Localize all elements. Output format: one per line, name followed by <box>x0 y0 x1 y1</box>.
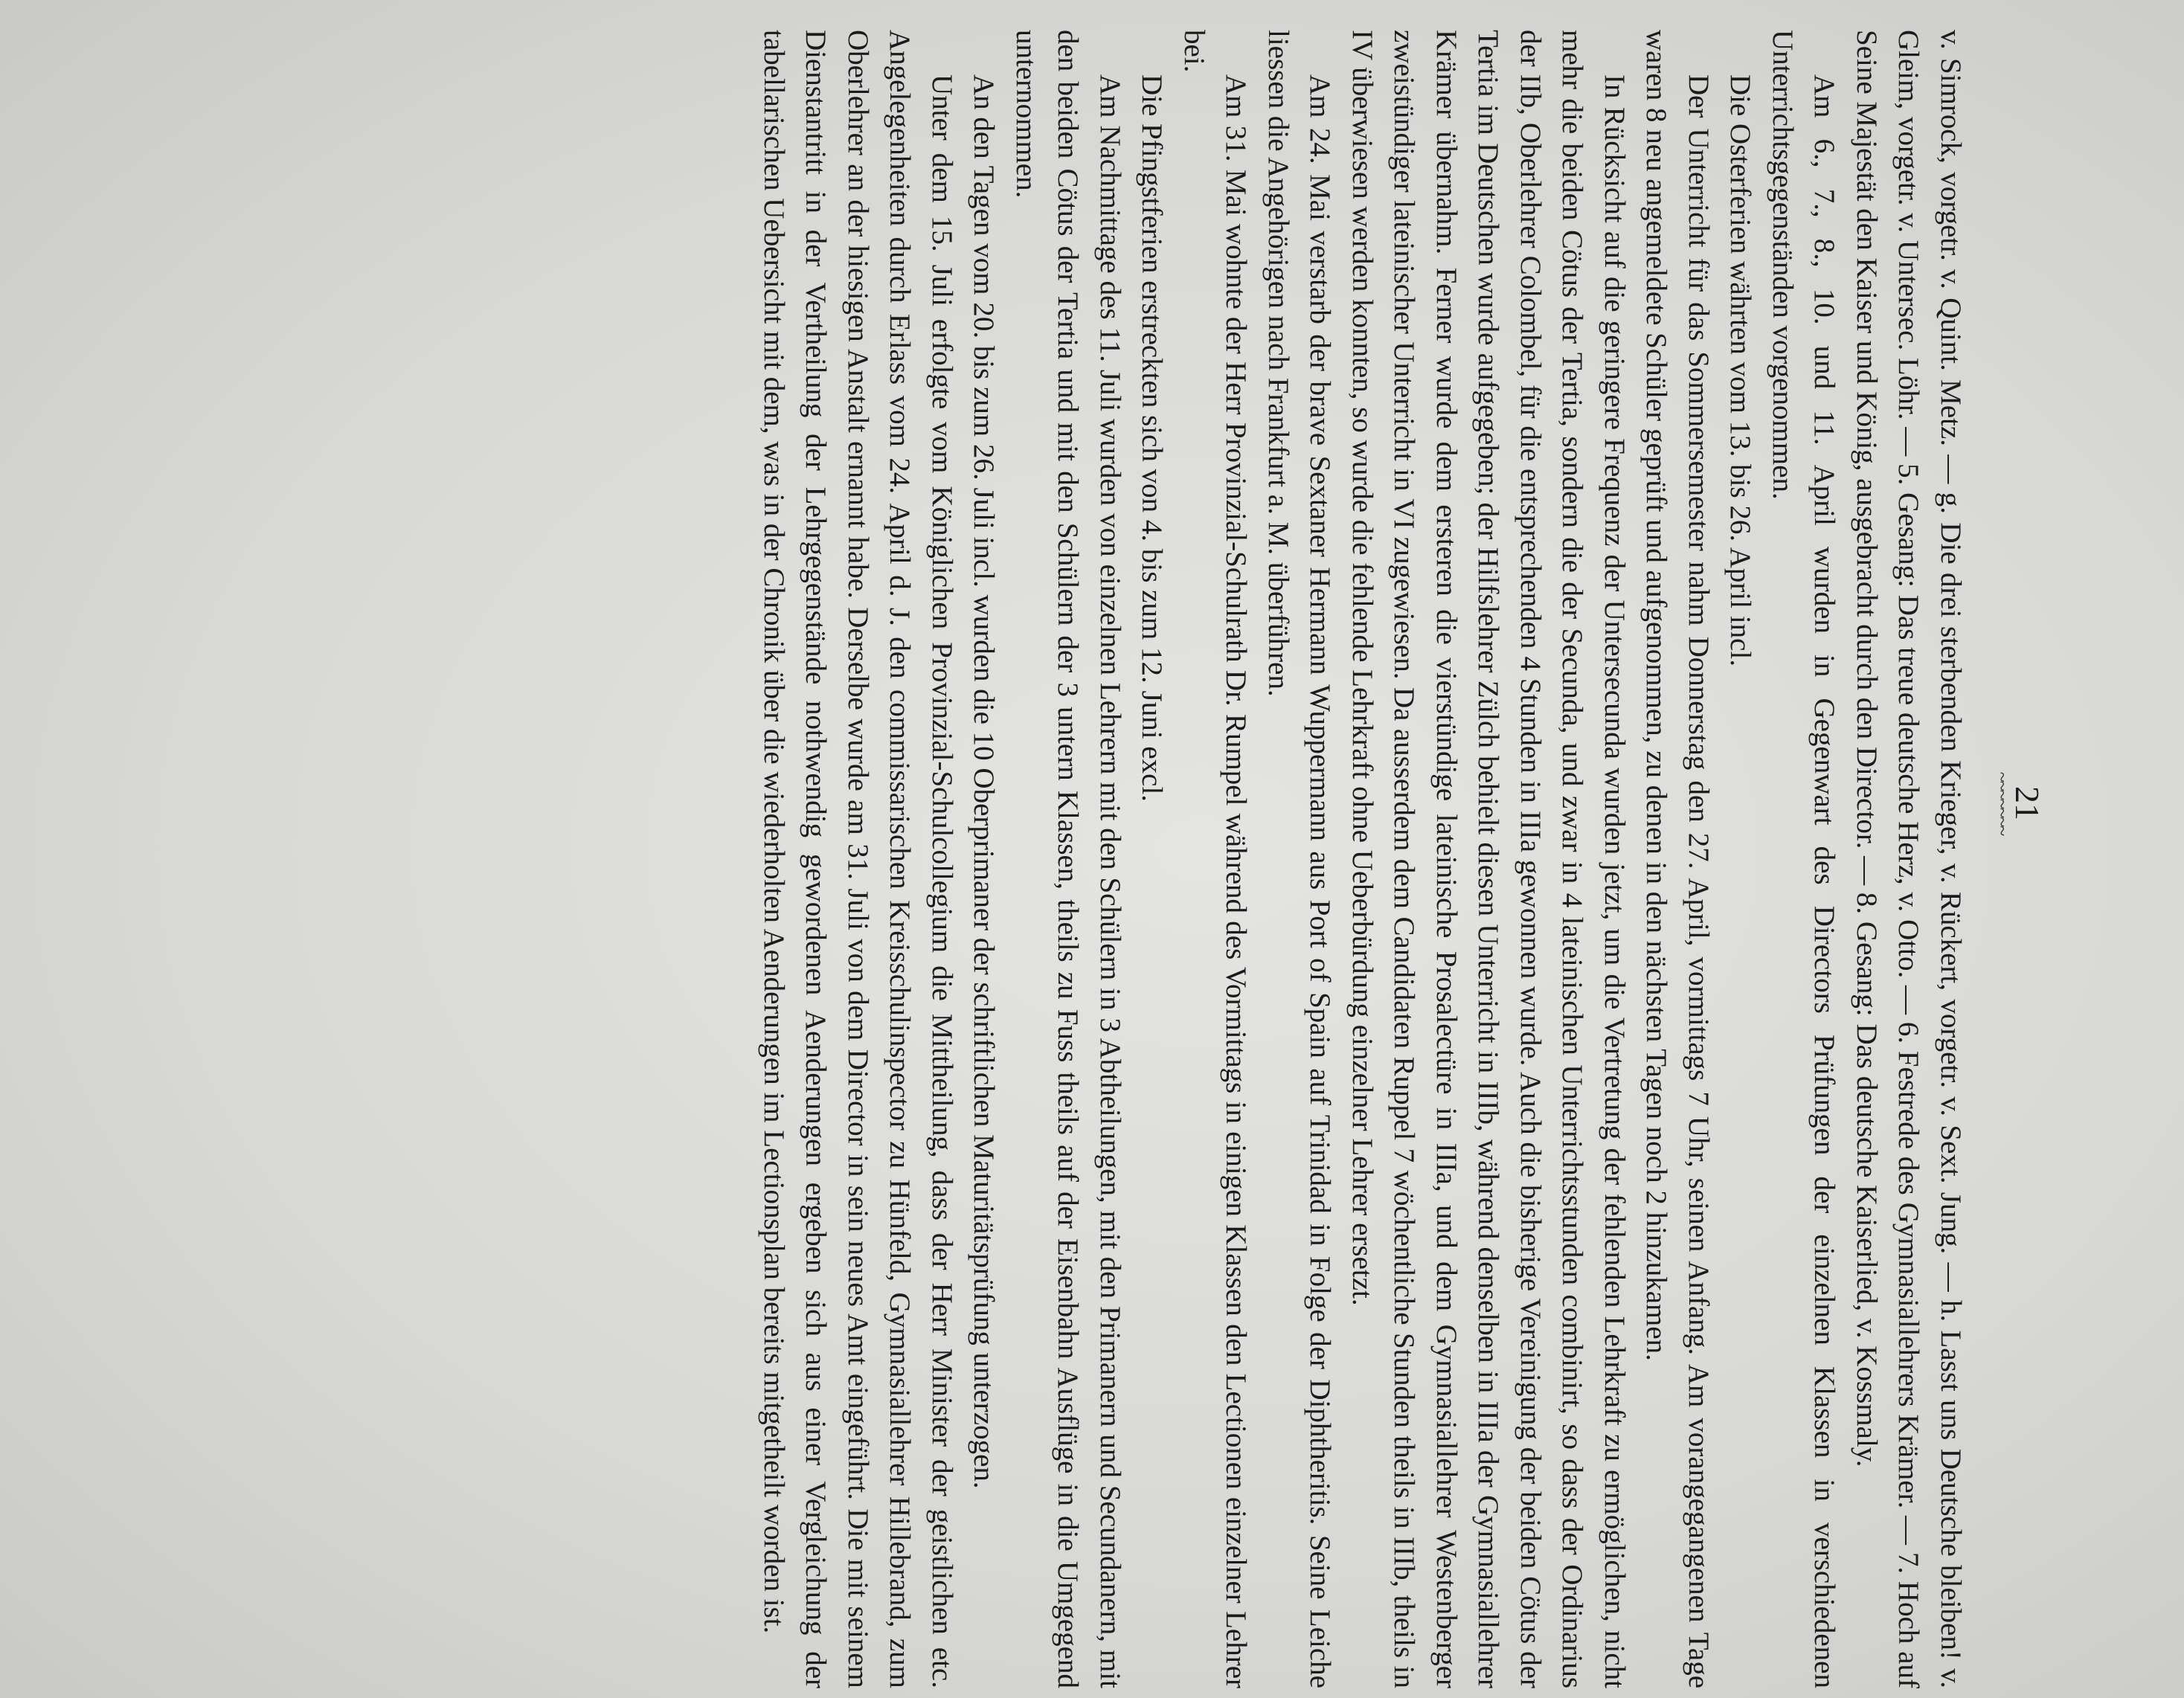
rotated-page-content <box>193 30 2053 1688</box>
paragraph: Am 6., 7., 8., 10. und 11. April wurden in Gegenwart des Directors Prüfungen der einzelnen Klassen in verschiedenen Unterrichtsgegenständen vorgenommen. <box>1767 30 1841 1688</box>
page-number: 21 <box>2008 786 2046 820</box>
paragraph: Die Osterferien währten vom 13. bis 26. April incl. <box>1724 74 1757 667</box>
body-text <box>753 30 1972 1688</box>
paragraph: Die Pfingstferien erstreckten sich von 4. bis zum 12. Juni excl. <box>1136 74 1169 803</box>
paragraph: Am Nachmittage des 11. Juli wurden von einzelnen Lehrern mit den Schülern in 3 Abtheilungen, mit den Primanern und Secundanern, mit den beiden Cötus der Tertia und mit den Schülern der 3 untern Klassen, theils zu Fuss theils auf der Eisenbahn Ausflüge in die Umgegend unternommen. <box>1010 30 1126 1688</box>
paragraph: In Rücksicht auf die geringere Frequenz der Untersecunda wurden jetzt, um die Vertretung der fehlenden Lehrkraft zu ermöglichen, nicht mehr die beiden Cötus der Tertia, sondern die der Secunda, und zwar in 4 lateinischen Unterrichtsstunden combinirt, so dass der Ordinarius der IIb, Oberlehrer Colombel, für die entsprechenden 4 Stunden in IIIa gewonnen wurde. Auch die bisherige Vereinigung der beiden Cötus der Tertia im Deutschen wurde aufgegeben; der Hilfslehrer Zülch behielt diesen Unterricht in IIIb, während denselben in IIIa der Gymnasiallehrer Krämer übernahm. Ferner wurde dem ersteren die vierstündige lateinische Prosalectüre in IIIa, und dem Gymnasiallehrer Westenberger zweistündiger lateinischer Unterricht in VI zugewiesen. Da ausserdem dem Candidaten Ruppel 7 wöchentliche Stunden theils in IIIb, theils in IV überwiesen werden konnten, so wurde die fehlende Lehrkraft ohne Ueberbürdung einzelner Lehrer ersetzt. <box>1346 30 1631 1688</box>
paragraph: v. Simrock, vorgetr. v. Quint. Metz. — g. Die drei sterbenden Krieger, v. Rückert, vorgetr. v. Sext. Jung. — h. Lasst uns Deutsche bleiben! v. Gleim, vorgetr. v. Untersec. Löhr. — 5. Gesang: Das treue deutsche Herz, v. Otto. — 6. Festrede des Gymnasiallehrers Krämer. — 7. Hoch auf Seine Majestät den Kaiser und König, ausgebracht durch den Director. — 8. Gesang: Das deutsche Kaiserlied, v. Kossmaly. <box>1851 30 1967 1688</box>
paragraph: Unter dem 15. Juli erfolgte vom Königlichen Provinzial-Schulcollegium die Mittheilung, dass der Herr Minister der geistlichen etc. Angelegenheiten durch Erlass vom 24. April d. J. den commissarischen Kreisschulinspector zu Hünfeld, Gymnasiallehrer Hillebrand, zum Oberlehrer an der hiesigen Anstalt ernannt habe. Derselbe wurde am 31. Juli von dem Director in sein neues Amt eingeführt. Die mit seinem Dienstantritt in der Vertheilung der Lehrgegenstände nothwendig gewordenen Aenderungen ergeben sich aus einer Vergleichung der tabellarischen Uebersicht mit dem, was in der Chronik über die wiederholten Aenderungen im Lectionsplan bereits mitgetheilt worden ist. <box>758 30 958 1688</box>
paragraph: Der Unterricht für das Sommersemester nahm Donnerstag den 27. April, vormittags 7 Uhr, seinen Anfang. Am vorangegangenen Tage waren 8 neu angemeldete Schüler geprüft und aufgenommen, zu denen in den nächsten Tagen noch 2 hinzukamen. <box>1640 30 1715 1688</box>
paragraph: Am 31. Mai wohnte der Herr Provinzial-Schulrath Dr. Rumpel während des Vormittags in einigen Klassen den Lectionen einzelner Lehrer bei. <box>1178 30 1253 1688</box>
paragraph: An den Tagen vom 20. bis zum 26. Juli incl. wurden die 10 Oberprimaner der schriftlichen Maturitätsprüfung unterzogen. <box>968 74 1001 1489</box>
paragraph: Am 24. Mai verstarb der brave Sextaner Hermann Wuppermann aus Port of Spain auf Trinidad in Folge der Diphtheritis. Seine Leiche liessen die Angehörigen nach Frankfurt a. M. überführen. <box>1262 30 1337 1688</box>
decorative-ornament: ~~~~~~~ <box>1991 771 2013 835</box>
